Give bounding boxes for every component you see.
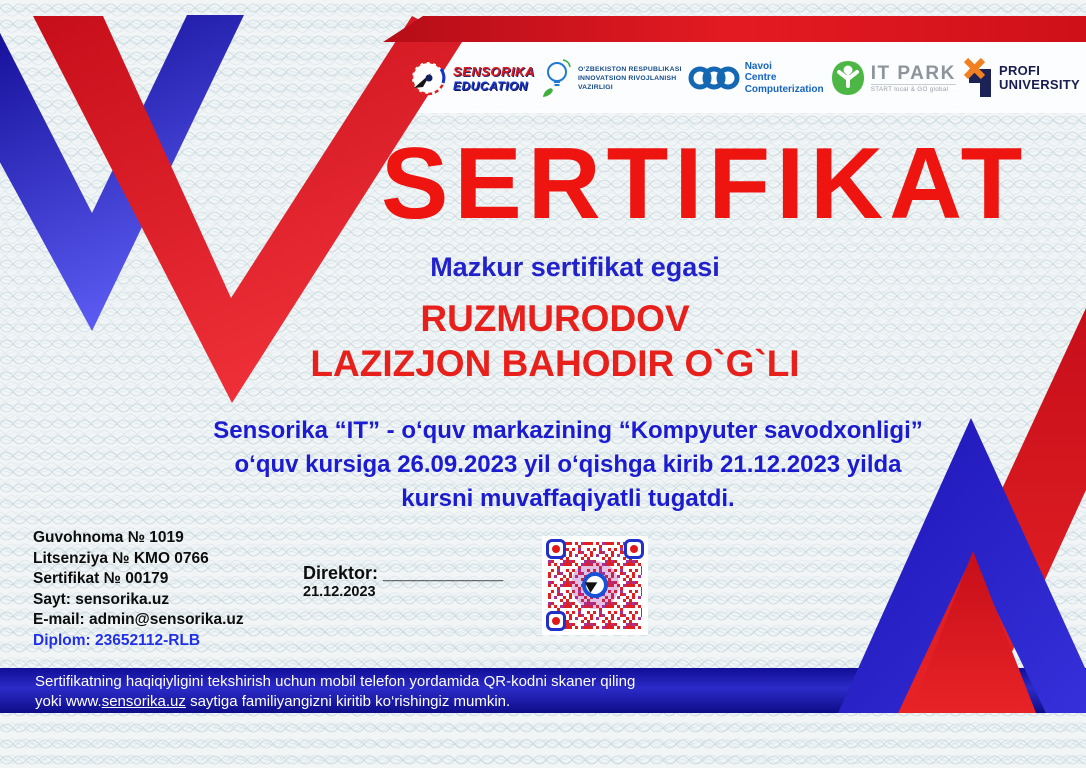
- qr-finder-top-right: [624, 539, 644, 559]
- course-description-line1: Sensorika “IT” - o‘quv markazining “Kompyuter savodxonligi”: [213, 417, 923, 444]
- certificate-title: SERTIFIKAT: [381, 128, 1029, 240]
- course-description-line2: o‘quv kursiga 26.09.2023 yil o‘qishga kirib 21.12.2023 yilda: [234, 451, 902, 478]
- sensorika-label: SENSORIKA: [453, 63, 535, 79]
- recipient-name-line1: RUZMURODOV: [420, 298, 690, 339]
- sensorika-logo-icon: [408, 58, 448, 98]
- detail-sayt: Sayt: sensorika.uz: [33, 590, 170, 608]
- profi-line1: PROFI: [998, 62, 1041, 78]
- ncc-line1: Navoi: [744, 60, 772, 72]
- logo-ncc: [688, 60, 824, 96]
- intro-line: Mazkur sertifikat egasi: [430, 252, 720, 282]
- it-park-person-icon: [830, 59, 866, 97]
- signature-line: ____________: [383, 563, 504, 583]
- logo-sensorika-education: [408, 58, 535, 98]
- footer-verification-text: [35, 672, 635, 712]
- course-description: [63, 414, 1073, 516]
- qr-cursor-arrow-icon: [585, 577, 600, 593]
- logo-it-park: [830, 59, 956, 97]
- logo-profi-university: [962, 58, 1080, 98]
- profi-line2: UNIVERSITY: [998, 77, 1080, 92]
- detail-email: E-mail: admin@sensorika.uz: [33, 611, 244, 628]
- detail-sertifikat: Sertifikat № 00179: [33, 570, 169, 587]
- recipient-name: [265, 296, 845, 386]
- profi-university-icon: [962, 58, 994, 98]
- top-red-band: [383, 16, 1086, 42]
- chain-links-icon: [688, 60, 740, 96]
- qr-center-logo: [582, 572, 608, 598]
- logo-innovation-ministry: [541, 57, 682, 99]
- qr-code: [542, 536, 648, 635]
- footer-line2: [35, 692, 635, 712]
- ministry-line2: INNOVATSION RIVOJLANISH: [577, 74, 677, 82]
- detail-diplom: Diplom: 23652112-RLB: [33, 631, 201, 649]
- detail-guvohnoma: Guvohnoma № 1019: [33, 529, 184, 546]
- it-park-slogan: START local & GO global: [871, 84, 956, 93]
- partner-logos-row: [408, 47, 1080, 109]
- signature-block: [303, 563, 503, 600]
- certificate-details: [33, 528, 244, 651]
- it-park-label: IT PARK: [870, 62, 956, 84]
- signature-date: 21.12.2023: [303, 584, 376, 600]
- recipient-name-line2: LAZIZJON BAHODIR O`G`LI: [310, 343, 800, 384]
- footer-line2-suffix: saytiga familiyangizni kiritib ko‘rishingiz mumkin.: [185, 693, 511, 710]
- footer-line2-prefix: yoki www.: [35, 693, 102, 710]
- director-label: Direktor:: [303, 563, 379, 583]
- qr-finder-bottom-left: [546, 611, 566, 631]
- lightbulb-icon: [541, 57, 573, 99]
- course-description-line3: kursni muvaffaqiyatli tugatdi.: [401, 485, 735, 512]
- ministry-line1: O‘ZBEKISTON RESPUBLIKASI: [577, 65, 682, 73]
- qr-finder-top-left: [546, 539, 566, 559]
- ministry-line3: VAZIRLIGI: [577, 83, 613, 91]
- sensorika-sublabel: EDUCATION: [453, 78, 528, 93]
- footer-line1: Sertifikatning haqiqiyligini tekshirish uchun mobil telefon yordamida QR-kodni skaner qiling: [35, 673, 636, 690]
- detail-litsenziya: Litsenziya № KMO 0766: [33, 549, 209, 567]
- footer-site-link[interactable]: sensorika.uz: [101, 693, 186, 710]
- ncc-line2: Centre: [744, 72, 777, 84]
- ncc-line3: Computerization: [744, 83, 824, 95]
